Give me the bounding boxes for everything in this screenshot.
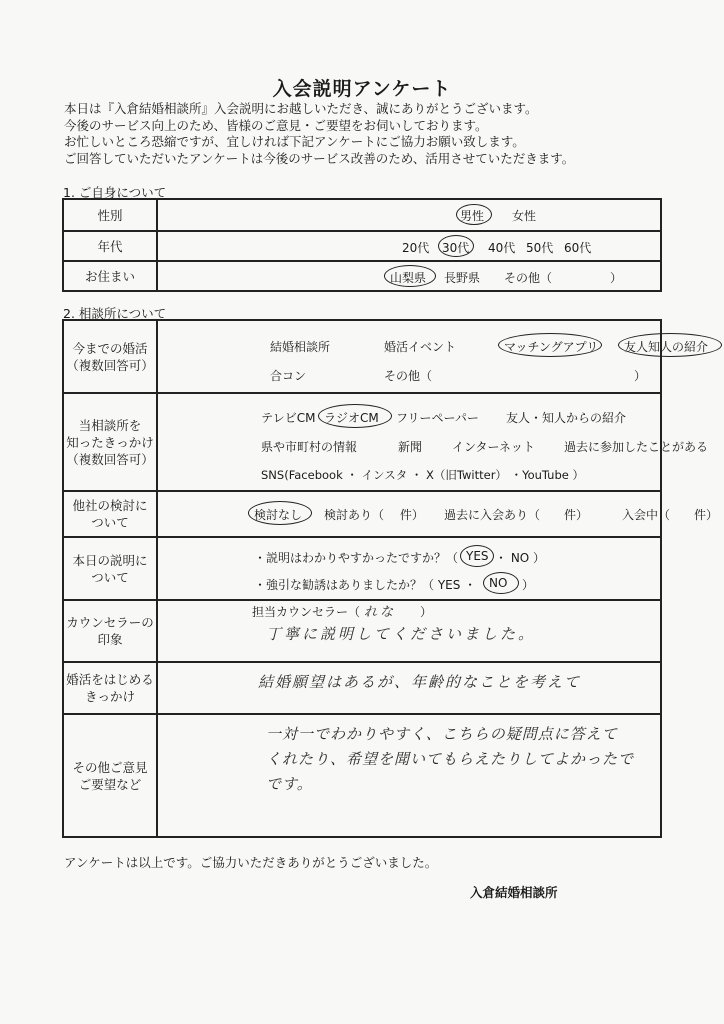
gender-options bbox=[157, 199, 661, 231]
q4-pressure-question: ・強引な勧誘はありましたか？（ YES ・ bbox=[254, 578, 477, 592]
q4-pressure-close: ） bbox=[522, 578, 535, 592]
residence-options bbox=[157, 261, 661, 291]
q1-label-line: 今までの婚活 bbox=[72, 340, 148, 356]
selected-circle bbox=[248, 501, 312, 525]
q4-clarity-question: ・説明はわかりやすかったですか？（ bbox=[254, 551, 459, 565]
comment-line[interactable]: くれたり、希望を聞いてもらえたりしてよかったで bbox=[266, 750, 635, 768]
option-event[interactable]: 婚活イベント bbox=[384, 340, 457, 354]
selected-circle bbox=[456, 204, 492, 225]
q4-clarity-rest[interactable]: ・ NO ） bbox=[495, 551, 546, 565]
option-nagano[interactable]: 長野県 bbox=[444, 271, 481, 285]
option-sns[interactable]: SNS(Facebook ・ インスタ ・ X（旧Twitter） ・YouTube ） bbox=[261, 468, 584, 482]
option-radio-cm[interactable]: ラジオCM bbox=[324, 411, 379, 425]
q2-label bbox=[63, 393, 157, 491]
option-female[interactable]: 女性 bbox=[512, 209, 537, 223]
q5-label-line: 印象 bbox=[97, 632, 123, 647]
q3-label-line: 他社の検討に bbox=[72, 498, 148, 513]
q4-label bbox=[63, 537, 157, 600]
section1-table bbox=[62, 198, 662, 292]
q3-label-line: ついて bbox=[91, 515, 129, 530]
footer-thanks: アンケートは以上です。ご協力いただきありがとうございました。 bbox=[64, 855, 438, 870]
q3-options bbox=[157, 491, 719, 537]
q2-label-line: （複数回答可） bbox=[66, 451, 154, 467]
selected-circle bbox=[438, 235, 474, 257]
option-municipal-info[interactable]: 県や市町村の情報 bbox=[261, 440, 358, 454]
q6-label-line: きっかけ bbox=[84, 689, 135, 704]
section2-heading: 2. 相談所について bbox=[63, 306, 167, 321]
section1-heading: 1. ご自身について bbox=[63, 185, 167, 200]
option-friend-intro[interactable]: 友人知人の紹介 bbox=[624, 340, 709, 354]
option-past-member[interactable]: 過去に入会あり（ 件） bbox=[444, 508, 589, 522]
option-current-member[interactable]: 入会中（ 件） bbox=[622, 508, 719, 522]
option-matching-app[interactable]: マッチングアプリ bbox=[504, 340, 599, 354]
q7-answer bbox=[157, 714, 661, 837]
option-other[interactable]: その他（ bbox=[504, 271, 553, 285]
q1-label-line: （複数回答可） bbox=[66, 357, 154, 373]
option-other-close: ） bbox=[634, 369, 647, 383]
q6-label-line: 婚活をはじめる bbox=[66, 672, 154, 687]
option-friend-referral[interactable]: 友人・知人からの紹介 bbox=[506, 411, 627, 425]
intro-line: 本日は『入倉結婚相談所』入会説明にお越しいただき、誠にありがとうございます。 bbox=[64, 101, 538, 116]
section2-table bbox=[62, 319, 719, 838]
q7-label-line: ご要望など bbox=[78, 776, 142, 792]
q2-label-line: 知ったきっかけ bbox=[66, 434, 154, 450]
counselor-suffix: ） bbox=[420, 605, 433, 619]
counselor-prefix: 担当カウンセラー（ bbox=[252, 605, 361, 619]
option-yes[interactable]: YES bbox=[466, 549, 489, 563]
q2-label-line: 当相談所を bbox=[78, 417, 142, 433]
option-considered[interactable]: 検討あり（ 件） bbox=[324, 508, 424, 522]
option-newspaper[interactable]: 新聞 bbox=[398, 440, 423, 454]
gender-label: 性別 bbox=[63, 199, 157, 231]
q2-options bbox=[157, 393, 709, 491]
q7-label bbox=[63, 714, 157, 837]
option-20s[interactable]: 20代 bbox=[402, 241, 430, 255]
option-past-participant[interactable]: 過去に参加したことがある bbox=[564, 440, 709, 454]
q5-answer bbox=[157, 600, 661, 662]
age-options bbox=[157, 231, 661, 261]
option-tv-cm[interactable]: テレビCM bbox=[261, 411, 316, 425]
konkatsu-reason[interactable]: 結婚願望はあるが、年齢的なことを考えて bbox=[258, 673, 582, 691]
selected-circle bbox=[384, 265, 436, 287]
option-free-paper[interactable]: フリーペーパー bbox=[396, 411, 479, 425]
selected-circle bbox=[318, 404, 392, 428]
age-label: 年代 bbox=[63, 231, 157, 261]
q5-label-line: カウンセラーの bbox=[66, 615, 154, 630]
intro-line: 今後のサービス向上のため、皆様のご意見・ご要望をお伺いしております。 bbox=[64, 117, 488, 133]
residence-label: お住まい bbox=[63, 261, 157, 291]
intro-line: ご回答していただいたアンケートは今後のサービス改善のため、活用させていただきます。 bbox=[64, 150, 575, 166]
selected-circle bbox=[618, 333, 722, 357]
option-60s[interactable]: 60代 bbox=[564, 241, 592, 255]
q5-label bbox=[63, 600, 157, 662]
comment-line[interactable]: 一対一でわかりやすく、こちらの疑問点に答えて bbox=[266, 725, 618, 743]
q4-label-line: 本日の説明に bbox=[72, 552, 148, 568]
option-male[interactable]: 男性 bbox=[460, 209, 485, 223]
option-no-consideration[interactable]: 検討なし bbox=[254, 508, 303, 522]
q1-label bbox=[63, 320, 157, 393]
selected-circle bbox=[498, 333, 602, 357]
intro-line: お忙しいところ恐縮ですが、宜しければ下記アンケートにご協力お願い致します。 bbox=[64, 134, 525, 149]
option-other-close: ） bbox=[610, 271, 623, 285]
q1-options bbox=[157, 320, 709, 393]
option-yamanashi[interactable]: 山梨県 bbox=[390, 271, 427, 285]
counselor-impression[interactable]: 丁寧に説明してくださいました。 bbox=[266, 625, 537, 643]
option-matchmaking-agency[interactable]: 結婚相談所 bbox=[270, 340, 331, 354]
q3-label bbox=[63, 491, 157, 537]
option-50s[interactable]: 50代 bbox=[526, 241, 554, 255]
option-no[interactable]: NO bbox=[489, 576, 508, 590]
q4-questions bbox=[157, 537, 661, 600]
q7-label-line: その他ご意見 bbox=[72, 759, 148, 775]
option-30s[interactable]: 30代 bbox=[442, 241, 470, 255]
option-other[interactable]: その他（ bbox=[384, 369, 433, 383]
selected-circle bbox=[483, 572, 519, 594]
q6-label bbox=[63, 662, 157, 714]
survey-title: 入会説明アンケート bbox=[272, 78, 452, 100]
option-40s[interactable]: 40代 bbox=[488, 241, 516, 255]
company-name: 入倉結婚相談所 bbox=[470, 885, 558, 900]
option-internet[interactable]: インターネット bbox=[452, 440, 535, 454]
q4-label-line: ついて bbox=[91, 569, 129, 585]
comment-line[interactable]: です。 bbox=[266, 775, 313, 793]
counselor-name[interactable]: れな bbox=[364, 605, 397, 620]
q6-answer bbox=[157, 662, 661, 714]
selected-circle bbox=[460, 545, 494, 567]
intro-text bbox=[64, 101, 574, 167]
option-group-date[interactable]: 合コン bbox=[270, 369, 307, 383]
